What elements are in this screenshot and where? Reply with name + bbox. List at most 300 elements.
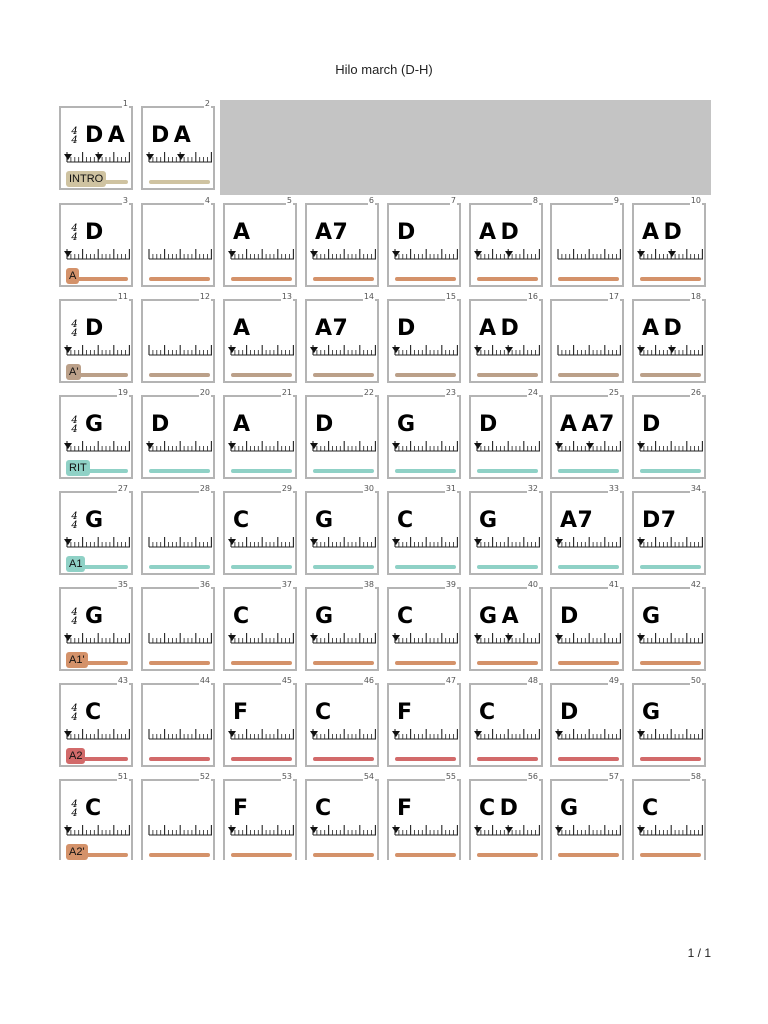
section-color-bar [149,565,210,569]
measure-cell[interactable] [141,772,215,860]
measure-cell[interactable] [59,676,133,767]
beat-marker-icon [637,347,645,355]
beat-marker-icon [637,443,645,451]
measure-cell[interactable] [550,196,624,287]
measure-cell[interactable] [305,580,379,671]
beat-marker-icon [310,827,318,835]
beat-marker-icon [474,827,482,835]
section-color-bar [558,661,619,665]
beat-marker-icon [310,347,318,355]
time-signature-bottom: 4 [71,616,78,627]
measure-cell[interactable] [632,484,706,575]
chord-label [315,796,332,822]
measure-number: 38 [363,580,374,589]
section-tag[interactable]: A2' [66,844,88,860]
chord-label [233,796,249,822]
measure-number: 1 [122,99,128,108]
measure-cell[interactable] [387,580,461,671]
measure-cell[interactable] [387,484,461,575]
measure-number: 18 [690,292,701,301]
measure-cell[interactable] [59,99,133,190]
section-tag[interactable]: A' [66,364,81,380]
chord-symbol: C [233,604,250,629]
beat-ruler [310,534,376,548]
measure-number: 37 [281,580,292,589]
section-color-bar [477,661,538,665]
section-color-bar [231,277,292,281]
chord-symbol: G [560,796,579,821]
section-color-bar [395,757,456,761]
chord-label [315,508,334,534]
section-tag[interactable]: A [66,268,79,284]
measure-cell[interactable] [469,388,543,479]
chord-symbol: D [663,316,683,341]
measure-number: 4 [204,196,210,205]
beat-ruler [392,438,458,452]
beat-ruler [637,726,703,740]
chord-label [479,604,519,630]
section-tag[interactable]: A2 [66,748,85,764]
beat-ruler [146,342,212,356]
section-color-bar [313,277,374,281]
beat-ruler [146,630,212,644]
chord-symbol: G [85,604,104,629]
measure-cell[interactable] [632,772,706,860]
time-signature-top: 4 [71,799,78,810]
chord-label [85,123,125,149]
section-color-bar [395,277,456,281]
beat-marker-icon [228,731,236,739]
measure-cell[interactable] [223,580,297,671]
time-signature-bottom: 4 [71,232,78,243]
measure-cell[interactable] [223,196,297,287]
chord-symbol: A [233,316,251,341]
section-tag[interactable]: A1' [66,652,88,668]
measure-number: 42 [690,580,701,589]
beat-ruler [310,342,376,356]
measure-cell[interactable] [632,388,706,479]
section-tag[interactable]: INTRO [66,171,106,187]
measure-number: 41 [608,580,619,589]
measure-cell[interactable] [632,580,706,671]
chord-symbol: A [173,123,192,148]
chord-label [560,604,579,630]
measure-cell[interactable] [632,676,706,767]
beat-marker-icon [177,154,185,162]
chord-symbol: G [479,604,498,629]
section-color-bar [149,373,210,377]
chord-label [642,220,682,246]
beat-ruler [637,534,703,548]
measure-number: 49 [608,676,619,685]
section-color-bar [231,661,292,665]
measure-cell[interactable] [550,484,624,575]
measure-cell[interactable] [59,772,133,860]
section-color-bar [231,853,292,857]
beat-ruler [228,438,294,452]
section-color-bar [395,373,456,377]
chord-symbol: D [397,220,416,245]
time-signature [69,224,80,242]
beat-marker-icon [228,539,236,547]
beat-marker-icon [555,539,563,547]
chord-label [397,412,416,438]
section-color-bar [149,469,210,473]
measure-cell[interactable] [469,196,543,287]
beat-marker-icon [505,347,513,355]
section-color-bar [231,565,292,569]
measure-number: 57 [608,772,619,781]
chord-label [151,123,191,149]
chord-label [642,316,682,342]
section-color-bar [149,853,210,857]
chord-label [479,700,496,726]
chord-symbol: A7 [315,316,349,341]
chord-symbol: D [85,123,104,148]
chord-label [233,700,249,726]
time-signature-bottom: 4 [71,712,78,723]
chord-symbol: C [315,700,332,725]
chord-symbol: A [233,220,251,245]
beat-ruler [228,822,294,836]
measure-number: 6 [368,196,374,205]
section-color-bar [313,757,374,761]
beat-ruler [228,630,294,644]
chord-symbol: C [397,508,414,533]
measure-cell[interactable] [632,292,706,383]
beat-marker-icon [555,827,563,835]
measure-cell[interactable] [632,196,706,287]
chord-label [315,220,348,246]
measure-cell[interactable] [305,388,379,479]
measure-number: 27 [117,484,128,493]
beat-marker-icon [228,635,236,643]
measure-cell[interactable] [387,676,461,767]
section-color-bar [395,469,456,473]
measure-number: 11 [117,292,128,301]
measure-cell[interactable] [141,99,215,190]
measure-cell[interactable] [223,292,297,383]
section-color-bar [640,373,701,377]
chord-symbol: G [85,508,104,533]
beat-marker-icon [637,731,645,739]
beat-marker-icon [228,827,236,835]
time-signature [69,704,80,722]
section-color-bar [149,661,210,665]
measure-cell[interactable] [469,484,543,575]
chord-label [397,700,413,726]
measure-number: 14 [363,292,374,301]
beat-ruler [392,342,458,356]
measure-cell[interactable] [141,676,215,767]
chord-symbol: D [151,123,170,148]
beat-marker-icon [637,251,645,259]
chord-label [397,508,414,534]
beat-marker-icon [146,154,154,162]
measure-number: 15 [445,292,456,301]
time-signature-top: 4 [71,126,78,137]
chord-label [85,700,102,726]
chord-label [233,412,251,438]
beat-marker-icon [64,731,72,739]
section-color-bar [558,565,619,569]
beat-marker-icon [64,827,72,835]
measure-cell[interactable] [305,676,379,767]
chord-label [233,604,250,630]
beat-marker-icon [668,347,676,355]
beat-marker-icon [95,154,103,162]
time-signature-bottom: 4 [71,424,78,435]
chord-symbol: A [479,220,497,245]
measure-number: 35 [117,580,128,589]
beat-marker-icon [505,827,513,835]
time-signature [69,320,80,338]
beat-ruler [310,438,376,452]
measure-cell[interactable] [550,580,624,671]
measure-cell[interactable] [469,292,543,383]
chord-symbol: G [397,412,416,437]
section-color-bar [640,469,701,473]
measure-number: 33 [608,484,619,493]
beat-ruler [228,534,294,548]
measure-cell[interactable] [387,388,461,479]
beat-ruler [474,726,540,740]
beat-ruler [555,630,621,644]
beat-marker-icon [310,443,318,451]
measure-cell[interactable] [141,484,215,575]
time-signature [69,800,80,818]
chord-label [233,316,251,342]
chord-symbol: D7 [642,508,677,533]
measure-cell[interactable] [59,580,133,671]
chord-symbol: C [315,796,332,821]
beat-marker-icon [392,251,400,259]
measure-number: 3 [122,196,128,205]
beat-marker-icon [555,731,563,739]
chord-label [479,508,498,534]
section-color-bar [231,469,292,473]
measure-number: 44 [199,676,210,685]
measure-cell[interactable] [305,292,379,383]
measure-cell[interactable] [223,676,297,767]
chord-symbol: D [500,316,520,341]
time-signature [69,127,80,145]
section-color-bar [313,853,374,857]
measure-cell[interactable] [305,484,379,575]
chord-symbol: A [642,316,660,341]
measure-cell[interactable] [141,388,215,479]
measure-number: 47 [445,676,456,685]
chord-symbol: A [560,412,578,437]
section-color-bar [395,661,456,665]
chord-symbol: C [642,796,659,821]
beat-marker-icon [474,731,482,739]
section-color-bar [477,853,538,857]
measure-number: 45 [281,676,292,685]
chord-symbol: F [397,796,413,821]
section-color-bar [313,469,374,473]
beat-marker-icon [228,251,236,259]
measure-number: 46 [363,676,374,685]
section-color-bar [640,565,701,569]
measure-number: 25 [608,388,619,397]
measure-cell[interactable] [550,772,624,860]
measure-cell[interactable] [59,196,133,287]
measure-number: 13 [281,292,292,301]
beat-ruler [392,822,458,836]
measure-cell[interactable] [59,292,133,383]
chord-label [479,412,498,438]
time-signature-top: 4 [71,223,78,234]
page-title: Hilo march (D-H) [335,62,433,77]
measure-cell[interactable] [59,484,133,575]
chord-label [85,508,104,534]
chord-label [315,700,332,726]
chord-symbol: G [642,700,661,725]
chord-symbol: D [499,796,519,821]
measure-cell[interactable] [550,676,624,767]
measure-number: 10 [690,196,701,205]
time-signature [69,608,80,626]
measure-cell[interactable] [141,580,215,671]
beat-marker-icon [392,635,400,643]
chord-label [560,508,593,534]
measure-cell[interactable] [469,676,543,767]
chord-symbol: C [479,796,496,821]
section-color-bar [640,757,701,761]
time-signature-top: 4 [71,511,78,522]
section-color-bar [313,373,374,377]
beat-marker-icon [392,827,400,835]
measure-number: 23 [445,388,456,397]
measure-cell[interactable] [387,772,461,860]
beat-marker-icon [310,539,318,547]
chord-label [479,220,519,246]
beat-marker-icon [64,539,72,547]
section-color-bar [477,469,538,473]
beat-marker-icon [392,347,400,355]
beat-ruler [64,342,130,356]
beat-ruler [146,822,212,836]
chord-label [233,508,250,534]
chord-symbol: D [151,412,170,437]
beat-ruler [228,726,294,740]
beat-ruler [392,534,458,548]
chord-symbol: D [85,220,104,245]
beat-marker-icon [637,827,645,835]
chord-label [560,412,615,438]
measure-cell[interactable] [141,196,215,287]
section-color-bar [395,565,456,569]
measure-cell[interactable] [59,388,133,479]
beat-ruler [310,822,376,836]
chord-label [85,604,104,630]
measure-cell[interactable] [141,292,215,383]
chord-symbol: D [315,412,334,437]
beat-ruler [392,630,458,644]
section-color-bar [558,277,619,281]
chord-symbol: D [642,412,661,437]
measure-number: 40 [527,580,538,589]
section-color-bar [231,757,292,761]
measure-cell[interactable] [469,580,543,671]
chord-symbol: D [500,220,520,245]
measure-number: 20 [199,388,210,397]
measure-cell[interactable] [469,772,543,860]
measure-number: 55 [445,772,456,781]
section-color-bar [558,853,619,857]
section-color-bar [149,757,210,761]
beat-marker-icon [392,443,400,451]
measure-cell[interactable] [387,196,461,287]
measure-cell[interactable] [550,388,624,479]
beat-ruler [64,246,130,260]
measure-number: 31 [445,484,456,493]
time-signature-top: 4 [71,607,78,618]
chord-symbol: G [85,412,104,437]
time-signature-top: 4 [71,703,78,714]
chord-label [642,796,659,822]
section-color-bar [149,180,210,184]
chord-symbol: C [479,700,496,725]
beat-marker-icon [505,251,513,259]
measure-cell[interactable] [223,388,297,479]
chord-symbol: D [560,604,579,629]
chord-label [642,604,661,630]
chord-label [397,220,416,246]
beat-ruler [474,438,540,452]
measure-number: 7 [450,196,456,205]
beat-ruler [146,246,212,260]
beat-marker-icon [228,347,236,355]
beat-marker-icon [310,635,318,643]
measure-cell[interactable] [305,772,379,860]
beat-ruler [146,534,212,548]
beat-marker-icon [555,443,563,451]
beat-marker-icon [474,443,482,451]
beat-ruler [64,822,130,836]
measure-cell[interactable] [387,292,461,383]
chord-label [151,412,170,438]
measure-cell[interactable] [223,484,297,575]
beat-ruler [392,246,458,260]
time-signature-bottom: 4 [71,520,78,531]
chord-label [233,220,251,246]
section-tag[interactable]: RIT [66,460,90,476]
chord-label [85,796,102,822]
beat-ruler [64,726,130,740]
beat-marker-icon [64,635,72,643]
measure-number: 56 [527,772,538,781]
time-signature-top: 4 [71,319,78,330]
beat-marker-icon [474,251,482,259]
measure-cell[interactable] [550,292,624,383]
beat-ruler [64,630,130,644]
section-color-bar [477,757,538,761]
measure-number: 21 [281,388,292,397]
beat-marker-icon [555,635,563,643]
beat-marker-icon [310,251,318,259]
measure-cell[interactable] [305,196,379,287]
section-tag[interactable]: A1 [66,556,85,572]
beat-ruler [474,534,540,548]
beat-ruler [555,534,621,548]
beat-marker-icon [64,154,72,162]
chord-symbol: C [397,604,414,629]
chord-symbol: G [479,508,498,533]
measure-cell[interactable] [223,772,297,860]
chord-symbol: A [501,604,520,629]
